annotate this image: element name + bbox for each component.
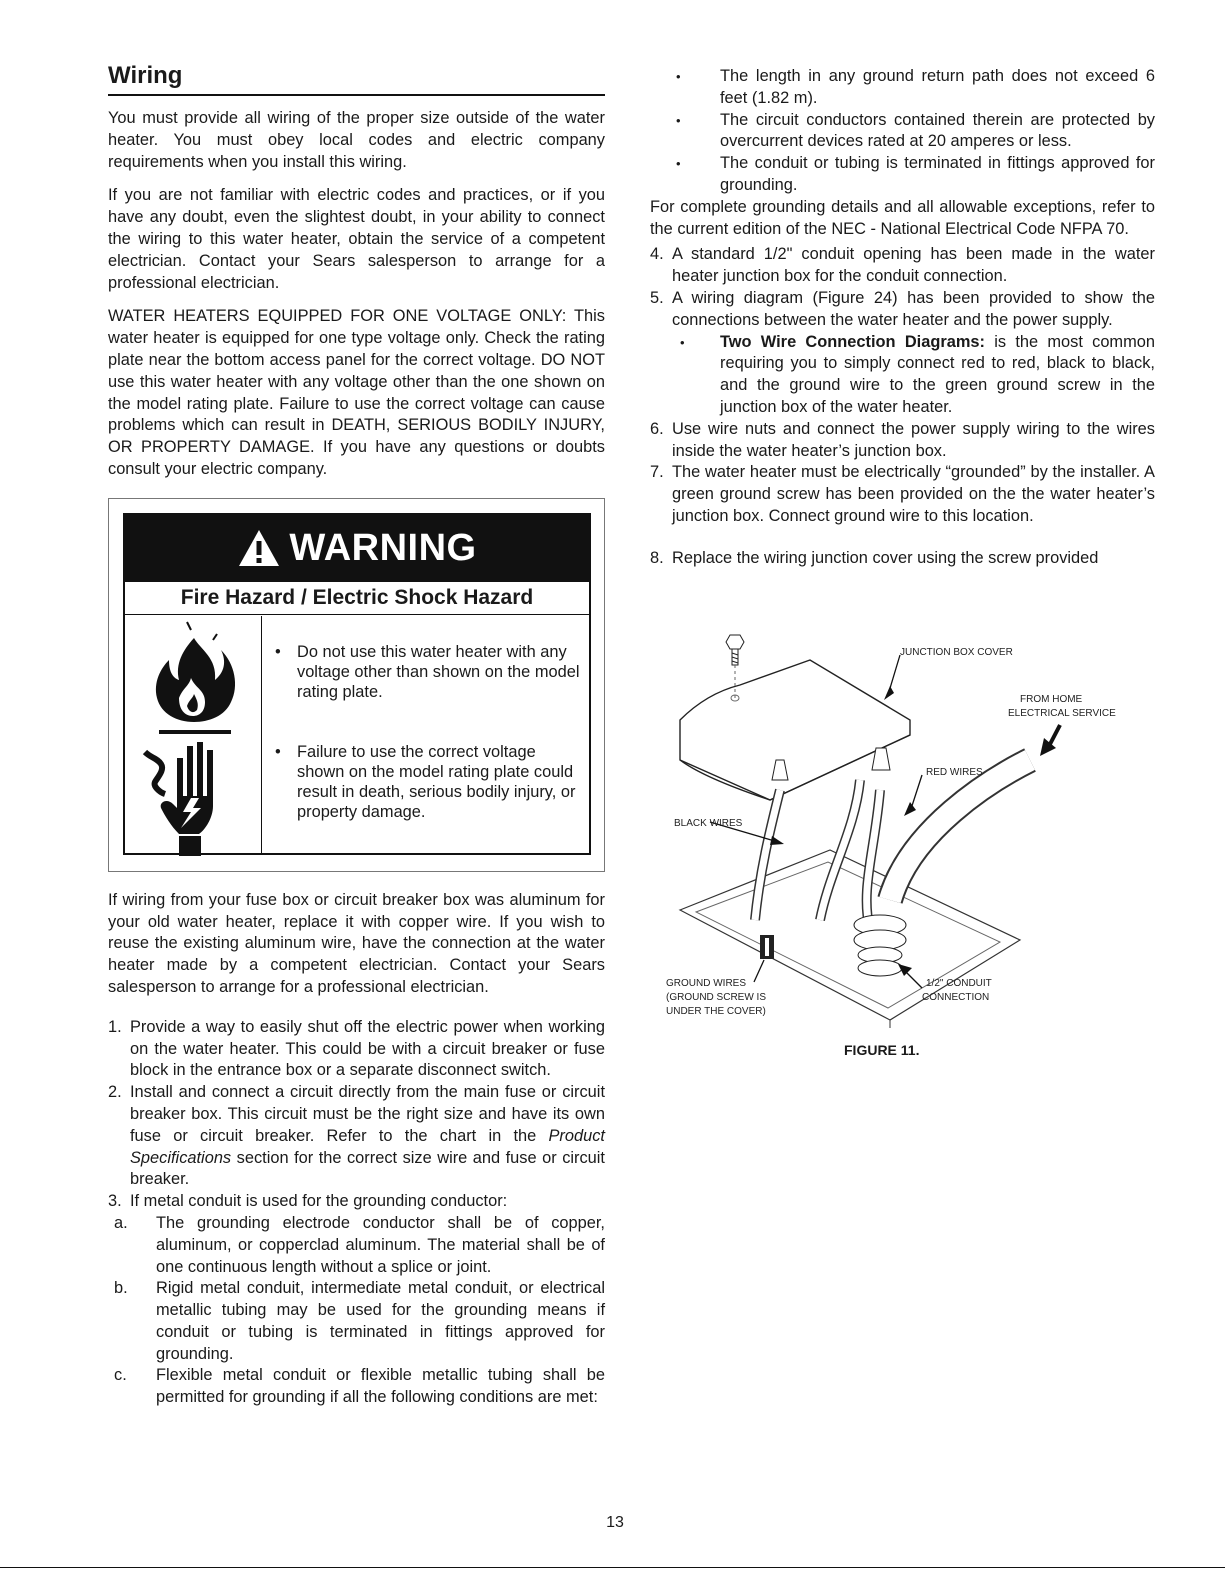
step-number: 2. [108,1083,122,1102]
electric-shock-icon [139,738,249,858]
label-junction-box-cover: JUNCTION BOX COVER [900,647,1013,658]
step-number: 5. [650,288,664,307]
label-ground-wires: GROUND WIRES [666,978,746,989]
intro-paragraph: If you are not familiar with electric codes and practices, or if you have any doubt, even the slightest doubt, in your ability to connect the wiring to this water heater, obtain the service of a competent electrician. Contact your Sears salesperson to arrange for a professional electrician. [108,186,605,292]
label-connection: CONNECTION [922,992,990,1003]
warning-title: WARNING [289,526,477,569]
left-column [108,62,605,1409]
label-from-home: FROM HOME [1020,694,1083,705]
sub-list [108,1213,605,1409]
intro-paragraph: You must provide all wiring of the proper size outside of the water heater. You must obey local codes and electric company requirements when you install this wiring. [108,109,605,171]
step-text: Use wire nuts and connect the power supply wiring to the wires inside the water heater’s junction box. [672,419,1155,460]
step-number: 6. [650,419,664,438]
sub-text: Rigid metal conduit, intermediate metal conduit, or electrical metallic tubing may be used for the grounding means if conduit or tubing is terminated in fittings approved for grounding. [156,1279,605,1363]
step-text: Replace the wiring junction cover using the screw provided [672,548,1099,567]
conduit-connector [854,915,906,976]
warning-list [275,642,580,822]
label-electrical-service: ELECTRICAL SERVICE [1008,708,1116,719]
warning-triangle-icon [237,528,281,568]
step-text-italic: Product Specifications [130,1126,605,1167]
step-number: 3. [108,1192,122,1211]
sub-letter: c. [114,1366,127,1385]
step-text: Install and connect a circuit directly from the main fuse or circuit breaker box. This circuit must be the right size and have its own fuse or circuit breaker. Refer to the chart in the [130,1083,605,1145]
voltage-paragraph: WATER HEATERS EQUIPPED FOR ONE VOLTAGE ONLY: This water heater is equipped for one type voltage only. Check the rating plate near the bottom access panel for the correct voltage. DO NOT use this water heater with any voltage other than the one shown on the model rating plate. Failure to use the correct voltage can cause problems which can result in DEATH, SERIOUS BODILY INJURY, OR PROPERTY DAMAGE. If you have any questions or doubts consult your electric company. [108,307,605,478]
step-item [650,244,1155,288]
sub-item [108,1213,605,1278]
hazard-icons [125,616,262,853]
sub-letter: b. [114,1279,128,1298]
warning-item: • Do not use this water heater with any voltage other than shown on the model rating plate. [275,642,580,702]
step-number: 1. [108,1017,122,1036]
condition-item: • The length in any ground return path does not exceed 6 feet (1.82 m). [650,66,1155,110]
page-number: 13 [606,1514,624,1531]
step-item [108,1017,605,1082]
warning-subtitle: Fire Hazard / Electric Shock Hazard [125,582,589,615]
step-item [650,462,1155,527]
sub-item [108,1278,605,1365]
sub-letter: a. [114,1213,128,1232]
step-text: section for the correct size wire and fuse or circuit breaker. [130,1148,605,1189]
aluminum-paragraph: If wiring from your fuse box or circuit breaker box was aluminum for your old water heater, replace it with copper wire. If you wish to reuse the existing aluminum wire, have the connection at the water heater made by a competent electrician. Contact your Sears salesperson to arrange for a professional electrician. [108,890,605,996]
label-black-wires: BLACK WIRES [674,818,743,829]
warning-body [125,616,589,853]
sub-text: Flexible metal conduit or flexible metallic tubing shall be permitted for grounding if all the following conditions are met: [156,1366,605,1407]
conditions-list [650,66,1155,197]
step-number: 8. [650,548,664,567]
warning-banner [125,515,589,582]
fire-hazard-icon [139,620,249,740]
step-item [650,419,1155,463]
diagram-bullet [672,332,1155,419]
grounding-note: For complete grounding details and all allowable exceptions, refer to the current edition of the NEC - National Electrical Code NFPA 70. [650,197,1155,238]
warning-box [108,498,605,872]
step-item [108,1191,605,1409]
junction-box-figure [660,630,1130,1030]
step-text: Provide a way to easily shut off the electric power when working on the water heater. This could be with a circuit breaker or fuse block in the entrance box or a separate disconnect switch. [130,1017,605,1080]
step-number: 7. [650,463,664,482]
steps-list-right [650,244,1155,569]
steps-list-left [108,1017,605,1409]
right-column [650,66,1155,570]
bottom-rule [0,1567,1225,1568]
step-item [650,288,1155,419]
warning-panel [123,513,591,855]
step-text: The water heater must be electrically “grounded” by the installer. A green ground screw has been provided on the the water heater’s junction box. Connect ground wire to this location. [672,463,1155,525]
section-title: Wiring [108,62,605,96]
sub-item [108,1365,605,1409]
label-ground-screw: (GROUND SCREW IS [666,992,766,1003]
sub-text: The grounding electrode conductor shall be of copper, aluminum, or copperclad aluminum. The material shall be of one continuous length without a splice or joint. [156,1213,605,1276]
label-under-cover: UNDER THE COVER) [666,1006,766,1017]
step-item [108,1082,605,1191]
condition-item: • The conduit or tubing is terminated in fittings approved for grounding. [650,153,1155,197]
step-number: 4. [650,245,664,264]
condition-item: • The circuit conductors contained therein are protected by overcurrent devices rated at 20 amperes or less. [650,110,1155,154]
label-conduit: 1/2" CONDUIT [926,978,992,989]
step-text: A standard 1/2" conduit opening has been made in the water heater junction box for the conduit connection. [672,245,1155,286]
diagram-bullet-list [672,332,1155,419]
bullet-text: is the most common requiring you to simply connect red to red, black to black, and the ground wire to the green ground screw in the junction box of the water heater. [720,332,1155,416]
step-text: If metal conduit is used for the grounding conductor: [130,1192,508,1211]
warning-item: • Failure to use the correct voltage shown on the model rating plate could result in death, serious bodily injury, or property damage. [275,742,580,822]
step-text: A wiring diagram (Figure 24) has been provided to show the connections between the water heater and the power supply. [672,288,1155,329]
bullet-bold: Two Wire Connection Diagrams: [720,332,985,351]
figure-caption: FIGURE 11. [844,1042,920,1058]
label-red-wires: RED WIRES [926,767,983,778]
step-item [650,548,1155,570]
